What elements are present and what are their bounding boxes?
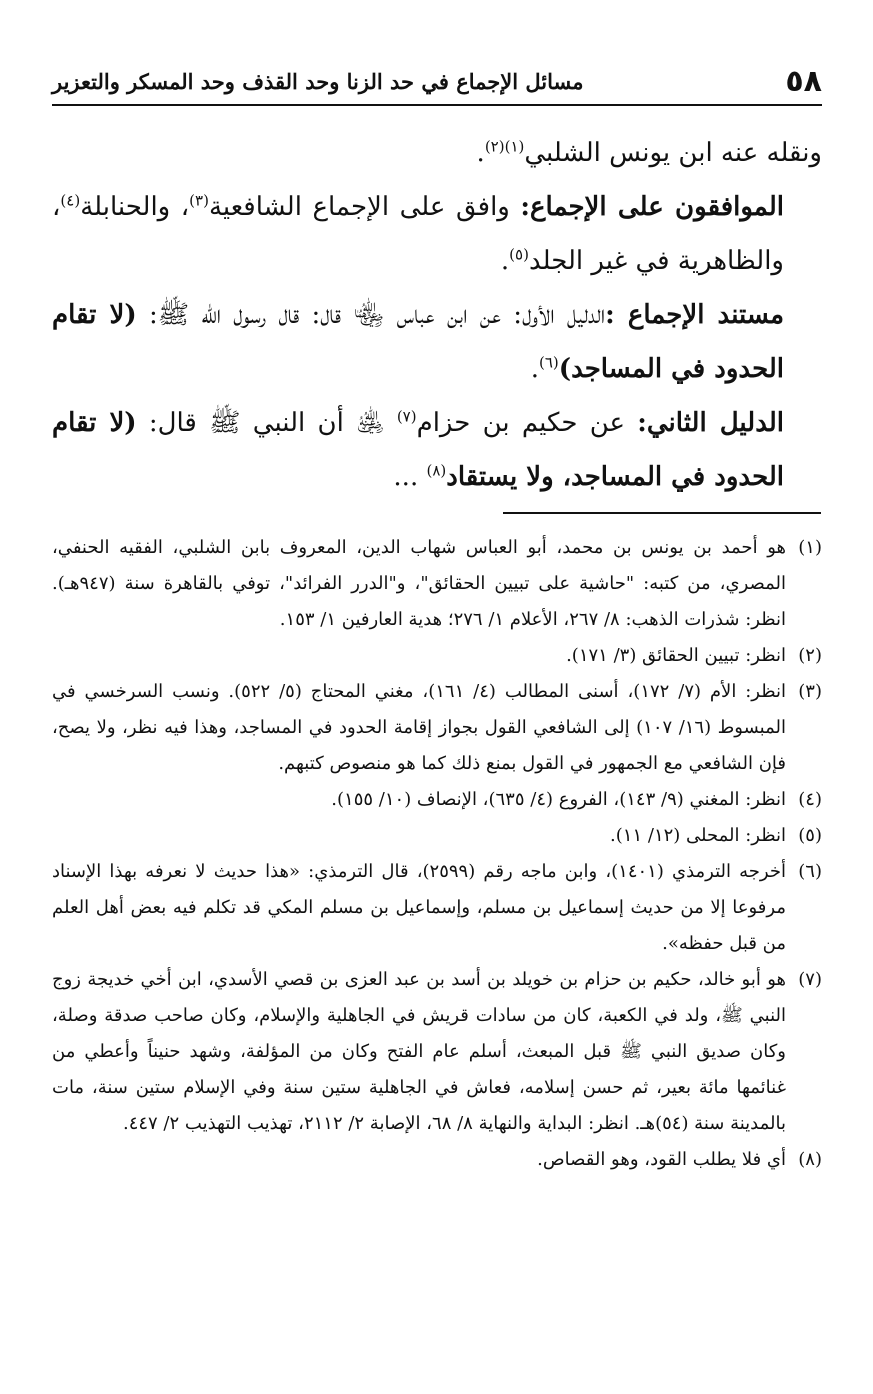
footnote-text: أي فلا يطلب القود، وهو القصاص. [537,1149,786,1170]
footnote-number: (٤) [798,789,822,810]
footnote-ref: (٣) [189,191,209,210]
footnote-number: (٥) [798,825,822,846]
footnote-text: هو أحمد بن يونس بن محمد، أبو العباس شهاب الدين، المعروف بابن الشلبي، الفقيه الحنفي، المصري، من كتبه: "حاشية على تبيين الحقائق"، و"الدرر الفرائد"، توفي بالقاهرة سنة (٩٤٧هـ). انظر: شذرات الذهب: ٨/ ٢٦٧، الأعلام ١/ ٢٧٦؛ هدية العارفين ١/ ١٥٣. [52,537,786,630]
footnote [52,638,822,674]
running-title: مسائل الإجماع في حد الزنا وحد القذف وحد المسكر والتعزير [52,68,584,94]
footnote-number: (١) [798,537,822,558]
footnote [52,962,822,1142]
footnote [52,854,822,962]
text-segment: . [476,138,485,168]
footnote-number: (٧) [798,969,822,990]
text-segment: الدليل الأول: عن ابن عباس ﵄ قال: قال رسول الله ﷺ: [136,300,606,330]
page-header [52,58,822,106]
footnote-text: انظر: تبيين الحقائق (٣/ ١٧١). [566,645,786,666]
hadith-quote: (لا تقام الحدود في المساجد) [52,300,784,384]
footnote-text: انظر: الأم (٧/ ١٧٢)، أسنى المطالب (٤/ ١٦١)، مغني المحتاج (٥/ ٥٢٢). ونسب السرخسي في المبسوط (١٦/ ١٠٧) إلى الشافعي القول بجواز إقامة الحدود في المساجد، وهذا فيه نظر، ولا يصح، فإن الشافعي مع الجمهور في القول بمنع ذلك كما هو منصوص كتبهم. [52,681,787,774]
hadith-quote: (لا تقام الحدود في المساجد، ولا يستقاد [52,408,784,492]
footnote-ref: (٤) [60,191,81,210]
footnote-number: (٨) [798,1149,822,1170]
text-segment: وافق على الإجماع الشافعية [208,192,521,222]
footnote [52,530,822,638]
footnote [52,674,822,782]
main-text [52,126,822,504]
text-segment: ﵁ أن النبي ﷺ قال: [136,408,397,438]
text-segment: ونقله عنه ابن يونس الشلبي [524,138,822,168]
footnote [52,818,822,854]
paragraph-4 [52,396,822,504]
footnote-number: (٢) [798,645,822,666]
footnote-separator [503,512,821,514]
footnote-ref: (٦) [538,353,559,372]
footnote [52,1142,822,1178]
footnote-text: انظر: المغني (٩/ ١٤٣)، الفروع (٤/ ٦٣٥)، الإنصاف (١٠/ ١٥٥). [331,789,786,810]
footnote-ref: (٥) [509,245,529,264]
section-label: الموافقون على الإجماع: [520,192,784,222]
footnote-text: هو أبو خالد، حكيم بن حزام بن خويلد بن أسد بن عبد العزى بن قصي الأسدي، ابن أخي خديجة زوج النبي ﷺ، ولد في الكعبة، كان من سادات قريش في الجاهلية والإسلام، وكان صاحب صدقة وصلة، وكان صديق النبي ﷺ قبل المبعث، أسلم عام الفتح وكان من المؤلفة، وشهد حنيناً وأعطي من غنائمها مائة بعير، ثم حسن إسلامه، فعاش في الجاهلية ستين سنة وفي الإسلام ستين سنة، مات بالمدينة سنة (٥٤)هـ. انظر: البداية والنهاية ٨/ ٦٨، الإصابة ٢/ ٢١١٢، تهذيب التهذيب ٢/ ٤٤٧. [52,969,786,1134]
page-number: ٥٨ [785,63,822,99]
footnote-ref: (١)(٢) [484,137,525,156]
text-segment: . [500,246,510,276]
footnote [52,782,822,818]
section-label: مستند الإجماع : [605,300,785,330]
footnote-number: (٦) [798,861,822,882]
footnote-number: (٣) [798,681,822,702]
text-segment: ، والظاهرية في غير الجلد [52,192,784,276]
paragraph-2 [52,180,822,288]
footnote-text: أخرجه الترمذي (١٤٠١)، وابن ماجه رقم (٢٥٩٩)، قال الترمذي: «هذا حديث لا نعرفه بهذا الإسناد مرفوعا إلا من حديث إسماعيل بن مسلم، وإسماعيل بن مسلم المكي قد تكلم فيه بعض أهل العلم من قبل حفظه». [52,861,786,954]
section-label: الدليل الثاني: [637,408,784,438]
paragraph-1 [52,126,822,180]
footnote-ref: (٧) [396,407,417,426]
paragraph-3 [52,288,822,396]
footnote-text: انظر: المحلى (١٢/ ١١). [610,825,786,846]
text-segment: ... [393,462,427,492]
footnote-ref: (٨) [426,461,447,480]
text-segment: عن حكيم بن حزام [416,408,638,438]
footnotes [52,530,822,1178]
text-segment: . [530,354,539,384]
text-segment: ، والحنابلة [80,192,190,222]
